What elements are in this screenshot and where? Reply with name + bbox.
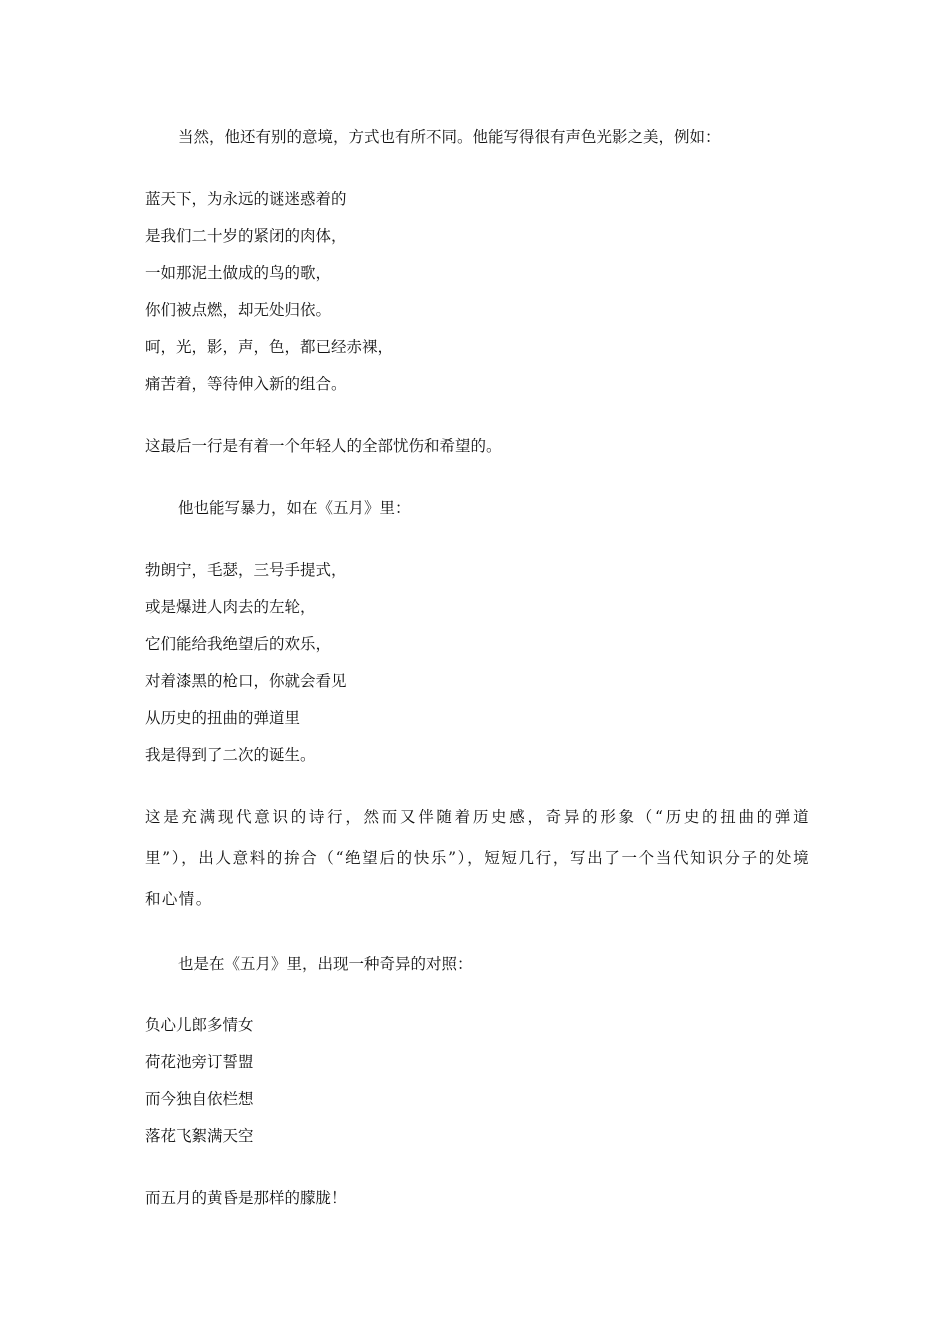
poem1-line-6: 痛苦着，等待伸入新的组合。 xyxy=(145,375,347,393)
paragraph-violence: 他也能写暴力，如在《五月》里： xyxy=(178,499,411,517)
poem1-line-4: 你们被点燃，却无处归依。 xyxy=(145,301,332,319)
poem2-line-3: 它们能给我绝望后的欢乐， xyxy=(145,635,332,653)
paragraph-comment-1: 这最后一行是有着一个年轻人的全部忧伤和希望的。 xyxy=(145,437,502,455)
poem2-line-4: 对着漆黑的枪口，你就会看见 xyxy=(145,672,347,690)
paragraph-contrast: 也是在《五月》里，出现一种奇异的对照： xyxy=(178,955,473,973)
paragraph-intro: 当然，他还有别的意境，方式也有所不同。他能写得很有声色光影之美，例如： xyxy=(178,128,721,146)
poem1-line-3: 一如那泥土做成的鸟的歌， xyxy=(145,264,332,282)
poem3-line-1: 负心儿郎多情女 xyxy=(145,1016,254,1034)
poem2-line-1: 勃朗宁，毛瑟，三号手提式， xyxy=(145,561,347,579)
poem2-line-6: 我是得到了二次的诞生。 xyxy=(145,746,316,764)
poem2-line-5: 从历史的扭曲的弹道里 xyxy=(145,709,301,727)
poem1-line-5: 呵，光，影，声，色，都已经赤裸， xyxy=(145,338,394,356)
paragraph-closing: 而五月的黄昏是那样的朦胧！ xyxy=(145,1189,347,1207)
poem1-line-1: 蓝天下，为永远的谜迷惑着的 xyxy=(145,190,347,208)
poem3-line-2: 荷花池旁订誓盟 xyxy=(145,1053,254,1071)
poem1-line-2: 是我们二十岁的紧闭的肉体， xyxy=(145,227,347,245)
poem3-line-3: 而今独自依栏想 xyxy=(145,1090,254,1108)
poem2-line-2: 或是爆进人肉去的左轮， xyxy=(145,598,316,616)
poem3-line-4: 落花飞絮满天空 xyxy=(145,1127,254,1145)
paragraph-analysis: 这是充满现代意识的诗行，然而又伴随着历史感，奇异的形象（“历史的扭曲的弹道里”），出人意料的拚合（“绝望后的快乐”），短短几行，写出了一个当代知识分子的处境和心情。 xyxy=(145,808,810,908)
